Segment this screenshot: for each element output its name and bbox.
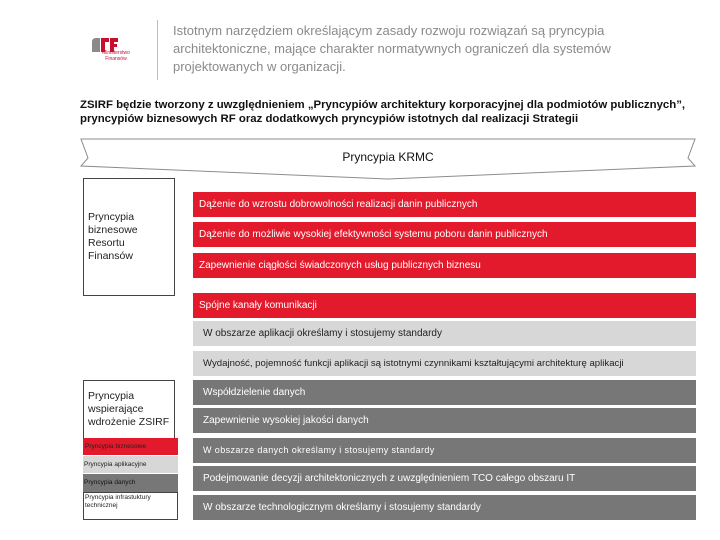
logo-caption-line2: Finansów bbox=[105, 56, 127, 62]
logo-caption-line1: Ministerstwo bbox=[102, 50, 130, 56]
principle-row bbox=[193, 192, 696, 217]
principle-row bbox=[193, 380, 696, 405]
supporting-principles-box bbox=[83, 380, 175, 440]
principle-row bbox=[193, 351, 696, 376]
principle-row bbox=[193, 253, 696, 278]
principle-text: Zapewnienie wysokiej jakości danych bbox=[203, 415, 369, 426]
legend-infrastructure-label: Pryncypia infrastuktury technicznej bbox=[85, 494, 151, 509]
principle-text: Zapewnienie ciągłości świadczonych usług publicznych biznesu bbox=[199, 260, 481, 271]
principle-row bbox=[193, 321, 696, 346]
legend-business bbox=[83, 438, 178, 455]
principle-text: Podejmowanie decyzji architektonicznych z uwzględnieniem TCO całego obszaru IT bbox=[203, 473, 576, 484]
legend-application bbox=[83, 456, 178, 473]
principle-text: W obszarze aplikacji określamy i stosujemy standardy bbox=[203, 328, 442, 339]
header-text: Istotnym narzędziem określającym zasady rozwoju rozwiązań są pryncypia architektoniczne, mające charakter normatywnych ograniczeń dla systemów projektowanych w organizacji. bbox=[173, 23, 611, 74]
ministry-logo bbox=[86, 28, 146, 68]
legend-infrastructure bbox=[83, 492, 178, 520]
logo-caption bbox=[86, 50, 146, 62]
principle-row bbox=[193, 466, 696, 491]
business-principles-label: Pryncypia biznesowe Resortu Finansów bbox=[88, 211, 138, 262]
principle-text: Dążenie do wzrostu dobrowolności realizacji danin publicznych bbox=[199, 199, 478, 210]
header-divider bbox=[157, 20, 158, 80]
principle-text: Współdzielenie danych bbox=[203, 387, 306, 398]
legend-application-label: Pryncypia aplikacyjne bbox=[84, 461, 147, 468]
intro-text: ZSIRF będzie tworzony z uwzględnieniem „Pryncypiów architektury korporacyjnej dla podmiotów publicznych”, pryncypiów biznesowych RF oraz dodatkowych pryncypiów istotnych dal realizacji Strategii bbox=[80, 99, 686, 125]
principle-text: Wydajność, pojemność funkcji aplikacji są istotnymi czynnikami kształtującymi architekturę aplikacji bbox=[203, 358, 624, 369]
principle-text: W obszarze technologicznym określamy i stosujemy standardy bbox=[203, 502, 481, 513]
principle-row bbox=[193, 408, 696, 433]
krmc-banner-label: Pryncypia KRMC bbox=[342, 150, 434, 164]
business-principles-box bbox=[83, 178, 175, 296]
principle-row bbox=[193, 495, 696, 520]
legend-business-label: Pryncypia biznesowe bbox=[85, 443, 147, 450]
principle-text: Spójne kanały komunikacji bbox=[199, 300, 317, 311]
principle-row bbox=[193, 293, 696, 318]
principle-text: Dążenie do możliwie wysokiej efektywności systemu poboru danin publicznych bbox=[199, 229, 548, 240]
principle-row bbox=[193, 438, 696, 463]
principle-text: W obszarze danych określamy i stosujemy standardy bbox=[203, 445, 435, 455]
legend-data bbox=[83, 474, 178, 492]
principle-row bbox=[193, 222, 696, 247]
legend-data-label: Pryncypia danych bbox=[84, 479, 136, 486]
supporting-principles-label: Pryncypia wspierające wdrożenie ZSIRF bbox=[88, 390, 170, 428]
